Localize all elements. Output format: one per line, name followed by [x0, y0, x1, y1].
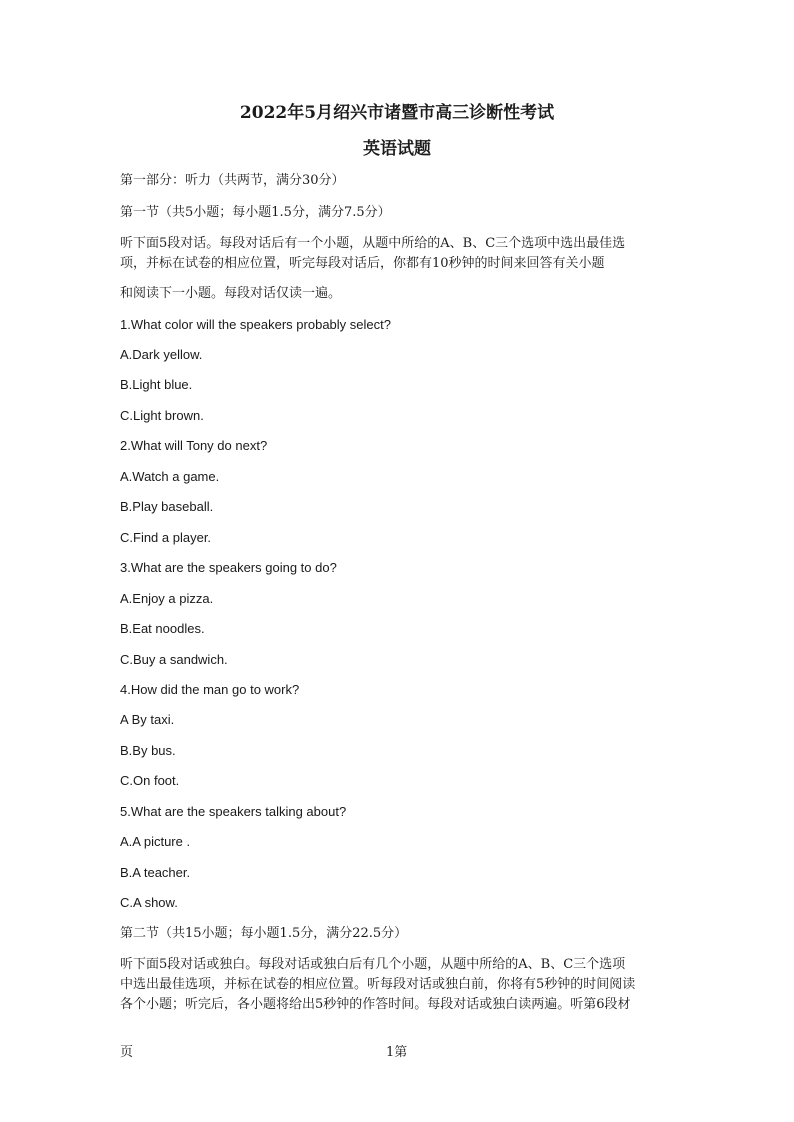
instruction-line: 项，并标在试卷的相应位置，听完每段对话后，你都有10秒钟的时间来回答有关小题 [120, 256, 605, 271]
exam-title: 2022年5月绍兴市诸暨市高三诊断性考试 [239, 103, 555, 123]
question-stem: 3.What are the speakers going to do? [120, 560, 337, 575]
question-stem: 4.How did the man go to work? [120, 682, 300, 697]
answer-option: A By taxi. [120, 712, 175, 727]
question-stem: 2.What will Tony do next? [120, 438, 268, 453]
section2-heading: 第二节（共15小题；每小题1.5分，满分22.5分） [120, 926, 408, 941]
instruction-line: 中选出最佳选项，并标在试卷的相应位置。听每段对话或独白前，你将有5秒钟的时间阅读 [120, 977, 636, 992]
answer-option: C.Find a player. [120, 530, 212, 545]
instruction-line: 听下面5段对话。每段对话后有一个小题，从题中所给的A、B、C三个选项中选出最佳选 [120, 236, 626, 251]
answer-option: C.A show. [120, 895, 178, 910]
answer-option: A.Dark yellow. [120, 347, 203, 362]
section1-instructions [120, 234, 676, 274]
instruction-line: 和阅读下一小题。每段对话仅读一遍。 [120, 286, 342, 301]
answer-option: B.A teacher. [120, 865, 191, 880]
answer-option: A.Enjoy a pizza. [120, 591, 214, 606]
answer-option: A.A picture . [120, 834, 191, 849]
question-stem: 5.What are the speakers talking about? [120, 804, 347, 819]
exam-subtitle: 英语试题 [363, 139, 431, 159]
part1-heading: 第一部分：听力（共两节，满分30分） [120, 173, 345, 188]
answer-option: C.Buy a sandwich. [120, 652, 228, 667]
section2-instructions [120, 955, 676, 1015]
page-number: 1第 [386, 1045, 408, 1060]
answer-option: B.Eat noodles. [120, 621, 205, 636]
question-stem: 1.What color will the speakers probably select? [120, 317, 391, 332]
answer-option: A.Watch a game. [120, 469, 220, 484]
answer-option: C.Light brown. [120, 408, 204, 423]
instruction-line: 各个小题；听完后，各小题将给出5秒钟的作答时间。每段对话或独白读两遍。听第6段材 [120, 997, 631, 1012]
instruction-line: 听下面5段对话或独白。每段对话或独白后有几个小题，从题中所给的A、B、C三个选项 [120, 957, 626, 972]
section1-heading: 第一节（共5小题；每小题1.5分，满分7.5分） [120, 205, 391, 220]
answer-option: C.On foot. [120, 773, 180, 788]
footer-left: 页 [120, 1045, 134, 1060]
answer-option: B.Play baseball. [120, 499, 214, 514]
answer-option: B.By bus. [120, 743, 176, 758]
answer-option: B.Light blue. [120, 377, 193, 392]
